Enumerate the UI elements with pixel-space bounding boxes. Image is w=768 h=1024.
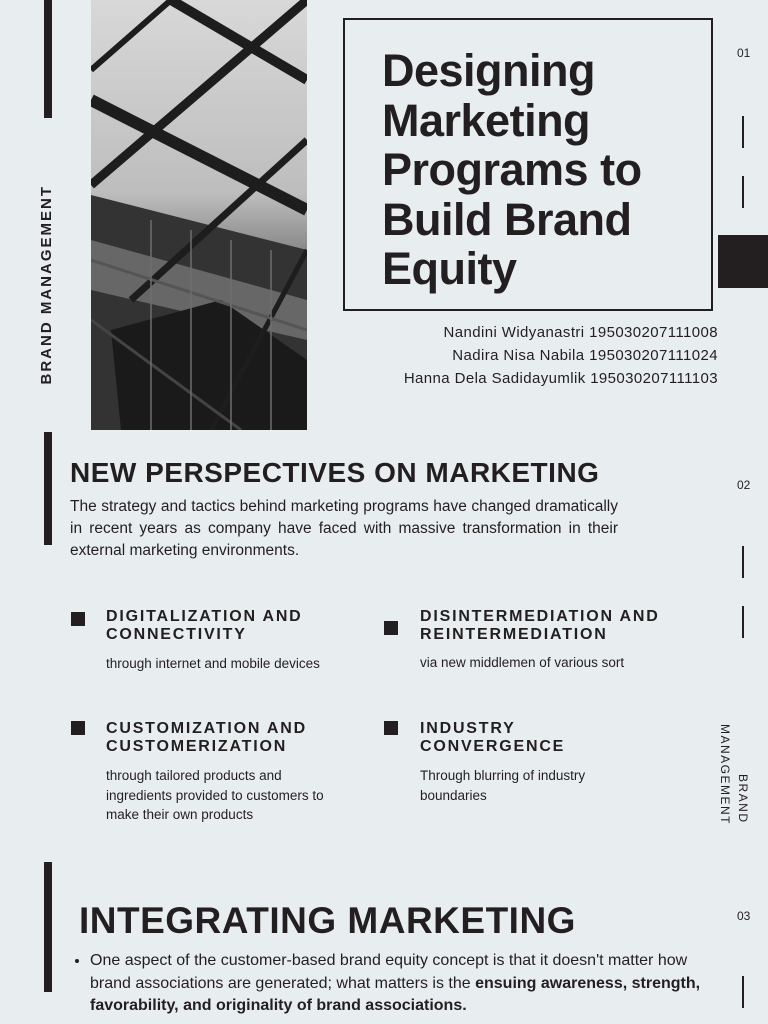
bullet-square [71,612,85,626]
point-desc-customization: through tailored products and ingredients provided to customers to make their own products [106,768,324,822]
author-line: Hanna Dela Sadidayumlik 195030207111103 [403,370,718,387]
right-rail-tick [742,176,744,208]
point-desc-digitalization: through internet and mobile devices [106,656,320,671]
section-heading-new-perspectives: NEW PERSPECTIVES ON MARKETING [70,457,600,488]
cover-photo-skylight [91,0,307,430]
point-desc-industry-convergence: Through blurring of industry boundaries [420,768,586,803]
point-title-disintermediation: DISINTERMEDIATION AND REINTERMEDIATION [420,608,660,643]
title-frame [343,18,713,311]
point-desc-disintermediation: via new middlemen of various sort [420,655,625,670]
side-label-right: BRAND MANAGEMENT [718,724,750,826]
left-rail-bar-top [44,0,52,118]
point-title-customization: CUSTOMIZATION AND CUSTOMERIZATION [106,720,307,755]
right-rail-tick [742,606,744,638]
right-rail-tick [742,976,744,1008]
left-rail-bar-section2 [44,432,52,545]
page-number-2: 02 [737,478,751,492]
bullet-text: One aspect of the customer-based brand equity concept is that it doesn't matter how brand associations are generated; what matters is the [90,952,688,992]
point-title-digitalization: DIGITALIZATION AND CONNECTIVITY [106,608,303,643]
right-rail-tick [742,546,744,578]
author-line: Nandini Widyanastri 195030207111008 [443,324,718,341]
bullet-item [90,950,715,1018]
author-list [404,321,718,390]
page-number-3: 03 [737,909,751,923]
section3-bullets [75,950,715,1018]
bullet-emphasis: ensuing awareness, strength, favorability, and originality of brand associations. [90,974,701,1014]
section-intro-text: The strategy and tactics behind marketing programs have changed dramatically in recent years as company have faced with massive transformation in their external marketing environments. [70,498,618,559]
bullet-square [384,721,398,735]
left-rail-bar-section3 [44,862,52,992]
point-title-industry-convergence: INDUSTRY CONVERGENCE [420,720,566,755]
right-rail-tick [742,116,744,148]
document-title: Designing Marketing Programs to Build Brand Equity [382,45,642,294]
page-number-1: 01 [737,46,751,60]
author-line: Nadira Nisa Nabila 195030207111024 [452,347,718,364]
bullet-square [71,721,85,735]
right-rail-block [718,235,768,288]
bullet-square [384,621,398,635]
side-label-left: BRAND MANAGEMENT [38,185,55,385]
section-heading-integrating-marketing: INTEGRATING MARKETING [79,900,576,941]
